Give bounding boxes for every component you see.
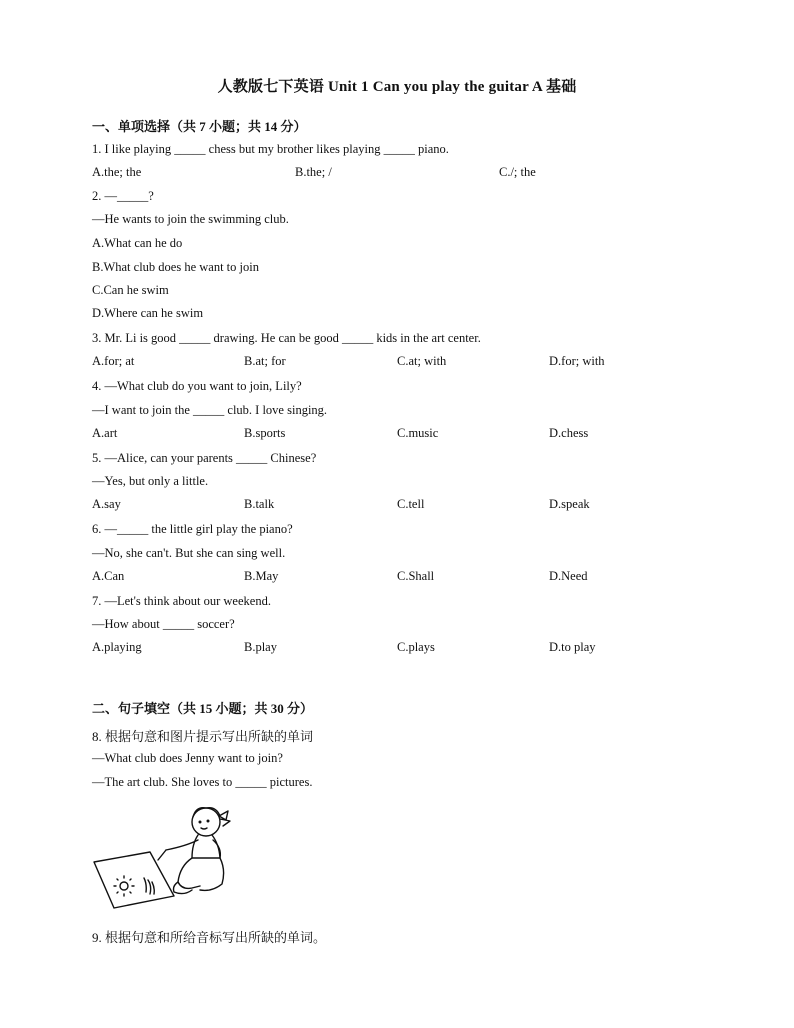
question-5-options xyxy=(92,497,702,515)
question-2-option-b[interactable]: B.What club does he want to join xyxy=(92,260,259,274)
question-4-options xyxy=(92,426,702,444)
question-1-stem: 1. I like playing _____ chess but my brother likes playing _____ piano. xyxy=(92,142,449,156)
question-2-option-d[interactable]: D.Where can he swim xyxy=(92,306,204,320)
question-7-option-d[interactable]: D.to play xyxy=(549,640,596,654)
question-1-options xyxy=(92,165,702,183)
question-4-option-a[interactable]: A.art xyxy=(92,426,118,440)
question-2-option-c[interactable]: C.Can he swim xyxy=(92,283,169,297)
question-4-option-b[interactable]: B.sports xyxy=(244,426,286,440)
question-5-option-c[interactable]: C.tell xyxy=(397,497,425,511)
question-3-option-d[interactable]: D.for; with xyxy=(549,354,605,368)
question-3-option-c[interactable]: C.at; with xyxy=(397,354,447,368)
question-5-answer-line: —Yes, but only a little. xyxy=(92,474,209,488)
question-3-option-a[interactable]: A.for; at xyxy=(92,354,135,368)
question-9-instruction: 9. 根据句意和所给音标写出所缺的单词。 xyxy=(92,930,327,945)
page-title: 人教版七下英语 Unit 1 Can you play the guitar A 基础 xyxy=(217,79,577,95)
question-6-options xyxy=(92,569,702,587)
question-4-answer-line: —I want to join the _____ club. I love singing. xyxy=(92,403,328,417)
question-7-stem: 7. —Let's think about our weekend. xyxy=(92,594,271,608)
question-6-answer-line: —No, she can't. But she can sing well. xyxy=(92,546,286,560)
question-6-option-b[interactable]: B.May xyxy=(244,569,279,583)
girl-drawing-illustration xyxy=(92,800,252,910)
question-3-options xyxy=(92,354,702,372)
question-5-option-b[interactable]: B.talk xyxy=(244,497,275,511)
question-1-option-a[interactable]: A.the; the xyxy=(92,165,142,179)
question-4-stem: 4. —What club do you want to join, Lily? xyxy=(92,379,302,393)
question-5-option-a[interactable]: A.say xyxy=(92,497,121,511)
question-3-stem: 3. Mr. Li is good _____ drawing. He can be good _____ kids in the art center. xyxy=(92,331,481,345)
section-2-heading: 二、句子填空（共 15 小题；共 30 分） xyxy=(92,701,314,716)
question-5-stem: 5. —Alice, can your parents _____ Chinese? xyxy=(92,451,317,465)
question-3-option-b[interactable]: B.at; for xyxy=(244,354,286,368)
question-8-instruction: 8. 根据句意和图片提示写出所缺的单词 xyxy=(92,729,314,744)
question-2-answer-line: —He wants to join the swimming club. xyxy=(92,212,289,226)
question-7-option-a[interactable]: A.playing xyxy=(92,640,142,654)
question-2-stem: 2. —_____? xyxy=(92,189,154,203)
question-7-answer-line: —How about _____ soccer? xyxy=(92,617,235,631)
question-1-option-c[interactable]: C./; the xyxy=(499,165,536,179)
question-8-line-2: —The art club. She loves to _____ pictures. xyxy=(92,775,313,789)
question-7-option-c[interactable]: C.plays xyxy=(397,640,435,654)
question-2-option-a[interactable]: A.What can he do xyxy=(92,236,183,250)
question-1-option-b[interactable]: B.the; / xyxy=(295,165,332,179)
question-4-option-c[interactable]: C.music xyxy=(397,426,439,440)
question-6-stem: 6. —_____ the little girl play the piano? xyxy=(92,522,293,536)
question-6-option-a[interactable]: A.Can xyxy=(92,569,125,583)
question-7-option-b[interactable]: B.play xyxy=(244,640,277,654)
question-4-option-d[interactable]: D.chess xyxy=(549,426,589,440)
question-7-options xyxy=(92,640,702,658)
question-6-option-c[interactable]: C.Shall xyxy=(397,569,435,583)
question-5-option-d[interactable]: D.speak xyxy=(549,497,590,511)
section-1-heading: 一、单项选择（共 7 小题；共 14 分） xyxy=(92,119,307,134)
question-8-line-1: —What club does Jenny want to join? xyxy=(92,751,283,765)
question-6-option-d[interactable]: D.Need xyxy=(549,569,588,583)
